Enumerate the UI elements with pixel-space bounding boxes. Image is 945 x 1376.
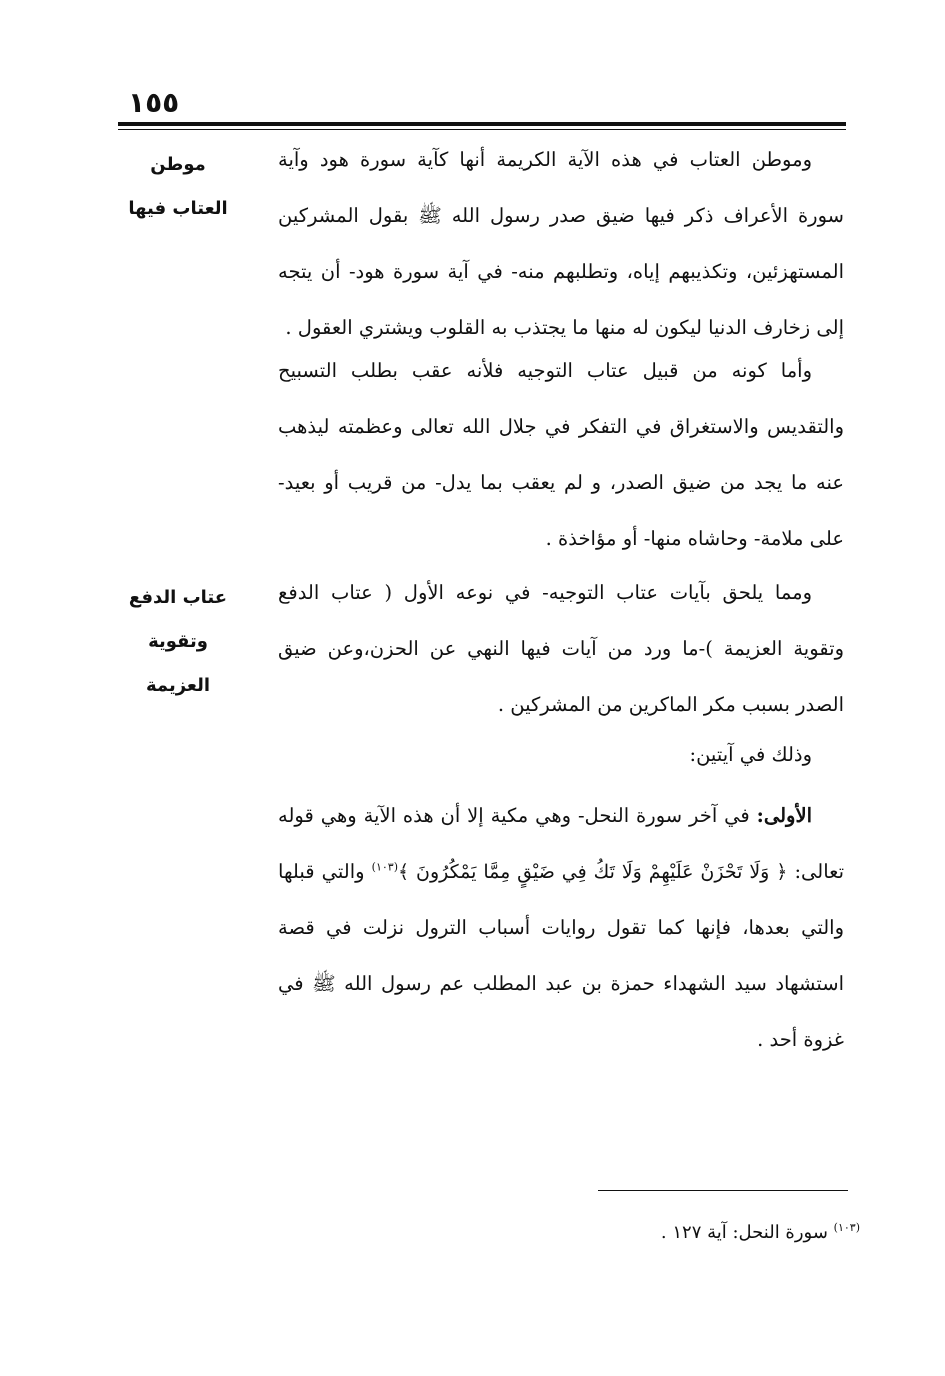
paragraph-3-text: ومما يلحق بآيات عتاب التوجيه- في نوعه الأول ( عتاب الدفع وتقوية العزيمة )-ما ورد من آيات فيها النهي عن الحزن،وعن ضيق الصدر بسبب مكر الماكرين من المشركين . [278, 581, 844, 716]
quran-verse: ﴿ وَلَا تَحْزَنْ عَلَيْهِمْ وَلَا تَكُ فِي ضَيْقٍ مِمَّا يَمْكُرُونَ ﴾ [397, 861, 788, 883]
paragraph-5 [278, 788, 844, 1068]
paragraph-5-part-a: في آخر سورة النحل- وهي مكية إلا أن هذه الآية وهي قوله تعالى: [278, 804, 844, 883]
paragraph-1-text: وموطن العتاب في هذه الآية الكريمة أنها كآية سورة هود وآية سورة الأعراف ذكر فيها ضيق صدر رسول الله ﷺ بقول المشركين المستهزئين، وتكذيبهم إياه، وتطلبهم منه- في آية سورة هود- أن يتجه إلى زخارف الدنيا ليكون له منها ما يجتذب به القلوب ويشتري العقول . [278, 148, 844, 339]
footnote-ref: (١٠٣) [833, 1221, 860, 1234]
paragraph-4 [278, 727, 844, 783]
footnote-rule [598, 1190, 848, 1191]
footnote-ref-marker: (١٠٣) [371, 860, 398, 874]
side-note-2-line2: وتقوية العزيمة [145, 631, 211, 696]
side-note-1-line2: العتاب فيها [128, 198, 228, 219]
paragraph-2-text: وأما كونه من قبيل عتاب التوجيه فلأنه عقب بطلب التسبيح والتقديس والاستغراق في التفكر في جلال الله تعالى وعظمته ليذهب عنه ما يجد من ضيق الصدر، و لم يعقب بما يدل- من قريب أو بعيد- على ملامة- وحاشاه منها- أو مؤاخذة . [278, 359, 844, 550]
header-rule [118, 122, 846, 126]
paragraph-5-part-b: والتي قبلها والتي بعدها، فإنها كما تقول روايات أسباب الترول نزلت في قصة استشهاد سيد الشهداء حمزة بن عبد المطلب عم رسول الله ﷺ في غزوة أحد . [278, 860, 844, 1051]
side-note-2 [123, 576, 233, 708]
footnote [560, 1218, 860, 1248]
paragraph-5-lead: الأولى: [756, 804, 812, 827]
footnote-text: سورة النحل: آية ١٢٧ . [660, 1222, 834, 1243]
paragraph-3 [278, 565, 844, 733]
header-rule-thin [118, 129, 846, 130]
side-note-1 [123, 143, 233, 231]
paragraph-5-text [278, 788, 844, 1068]
side-note-1-line1: موطن [150, 154, 206, 175]
paragraph-1 [278, 132, 844, 356]
page-number: ١٥٥ [128, 86, 180, 119]
paragraph-2 [278, 343, 844, 567]
paragraph-4-text: وذلك في آيتين: [689, 743, 812, 766]
side-note-2-line1: عتاب الدفع [128, 587, 228, 608]
